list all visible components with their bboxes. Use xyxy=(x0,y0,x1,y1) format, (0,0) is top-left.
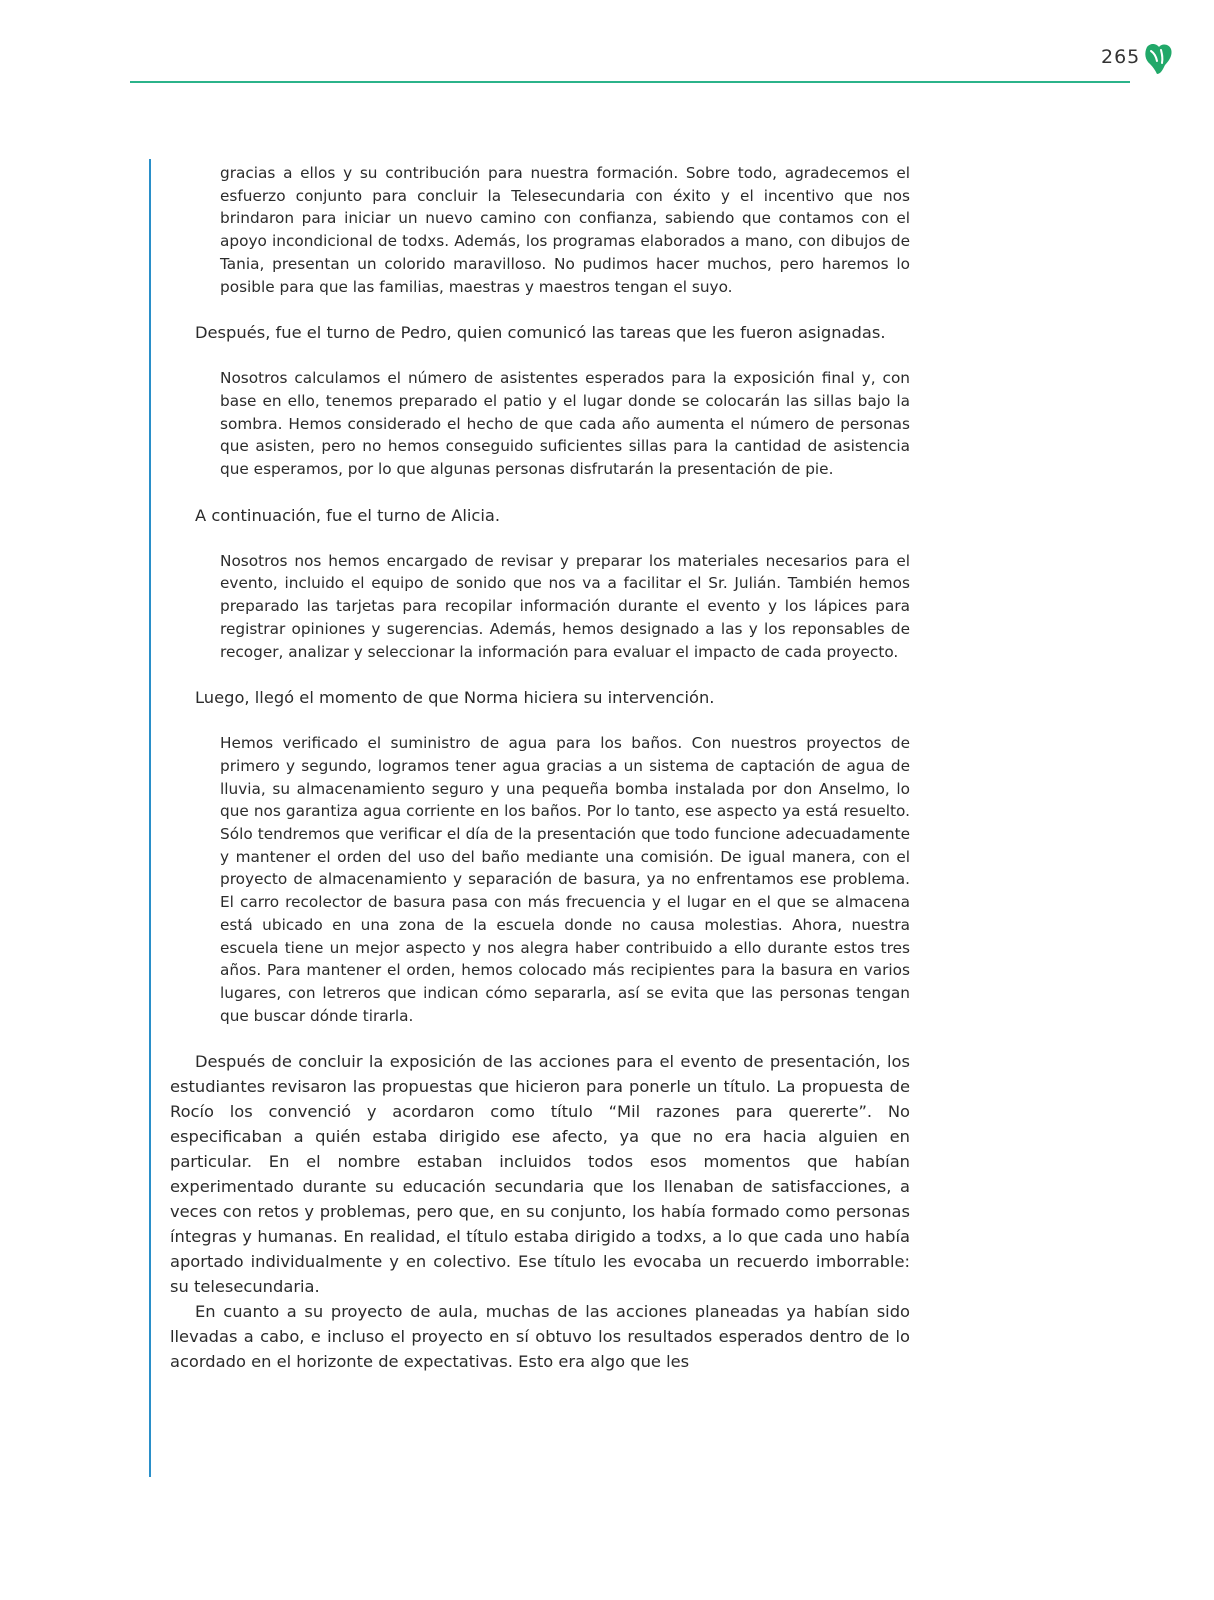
quote-text-1: gracias a ellos y su contribución para nuestra formación. Sobre todo, agradecemos el esfuerzo conjunto para concluir la Telesecundaria con éxito y el incentivo que nos brindaron para iniciar un nuevo camino con confianza, sabiendo que contamos con el apoyo incondicional de todxs. Además, los programas elaborados a mano, con dibujos de Tania, presentan un colorido maravilloso. No pudimos hacer muchos, pero haremos lo posible para que las familias, maestras y maestros tengan el suyo. xyxy=(220,164,910,296)
paragraph-title xyxy=(170,1049,910,1299)
quote-block-3 xyxy=(220,550,910,664)
paragraph-norma xyxy=(170,685,910,710)
quote-block-2 xyxy=(220,367,910,481)
quote-text-2: Nosotros calculamos el número de asistentes esperados para la exposición final y, con base en ello, tenemos preparado el patio y el lugar donde se colocarán las sillas bajo la sombra. Hemos considerado el hecho de que cada año aumenta el número de personas que asisten, pero no hemos conseguido suficientes sillas para la cantidad de asistencia que esperamos, por lo que algunas personas disfrutarán la presentación de pie. xyxy=(220,369,910,479)
paragraph-text-2: A continuación, fue el turno de Alicia. xyxy=(195,505,501,525)
page-body xyxy=(170,162,910,1374)
page-number: 265 xyxy=(1101,46,1141,68)
paragraph-text-3: Luego, llegó el momento de que Norma hiciera su intervención. xyxy=(195,688,715,708)
quote-text-4: Hemos verificado el suministro de agua para los baños. Con nuestros proyectos de primero y segundo, logramos tener agua gracias a un sistema de captación de agua de lluvia, su almacenamiento seguro y una pequeña bomba instalada por don Anselmo, lo que nos garantiza agua corriente en los baños. Por lo tanto, ese aspecto ya está resuelto. Sólo tendremos que verificar el día de la presentación que todo funcione adecuadamente y mantener el orden del uso del baño mediante una comisión. De igual manera, con el proyecto de almacenamiento y separación de basura, ya no enfrentamos ese problema. El carro recolector de basura pasa con más frecuencia y el lugar en el que se almacena está ubicado en una zona de la escuela donde no causa molestias. Ahora, nuestra escuela tiene un mejor aspecto y nos alegra haber contribuido a ello durante estos tres años. Para mantener el orden, hemos colocado más recipientes para la basura en varios lugares, con letreros que indican cómo separarla, así se evita que las personas tengan que buscar dónde tirarla. xyxy=(220,734,910,1025)
quote-text-3: Nosotros nos hemos encargado de revisar y preparar los materiales necesarios para el evento, incluido el equipo de sonido que nos va a facilitar el Sr. Julián. También hemos preparado las tarjetas para recopilar información durante el evento y los lápices para registrar opiniones y sugerencias. Además, hemos designado a las y los reponsables de recoger, analizar y seleccionar la información para evaluar el impacto de cada proyecto. xyxy=(220,551,910,661)
margin-accent-bar xyxy=(149,159,151,1477)
paragraph-pedro xyxy=(170,320,910,345)
paragraph-project xyxy=(170,1299,910,1374)
green-leaf-icon xyxy=(1143,41,1173,75)
paragraph-alicia xyxy=(170,503,910,528)
quote-block-4 xyxy=(220,732,910,1027)
header-rule xyxy=(130,81,1130,83)
paragraph-text-4: Después de concluir la exposición de las acciones para el evento de presentación, los estudiantes revisaron las propuestas que hicieron para ponerle un título. La propuesta de Rocío los convenció y acordaron como título “Mil razones para quererte”. No especificaban a quién estaba dirigido ese afecto, ya que no era hacia alguien en particular. En el nombre estaban incluidos todos esos momentos que habían experimentado durante su educación secundaria que los llenaban de satisfacciones, a veces con retos y problemas, pero que, en su conjunto, los había formado como personas íntegras y humanas. En realidad, el título estaba dirigido a todxs, a lo que cada uno había aportado individualmente y en colectivo. Ese título les evocaba un recuerdo imborrable: su telesecundaria. xyxy=(170,1052,910,1297)
paragraph-text-1: Después, fue el turno de Pedro, quien comunicó las tareas que les fueron asignadas. xyxy=(195,323,886,343)
paragraph-text-5: En cuanto a su proyecto de aula, muchas de las acciones planeadas ya habían sido llevadas a cabo, e incluso el proyecto en sí obtuvo los resultados esperados dentro de lo acordado en el horizonte de expectativas. Esto era algo que les xyxy=(170,1302,910,1372)
quote-block-1 xyxy=(220,162,910,298)
